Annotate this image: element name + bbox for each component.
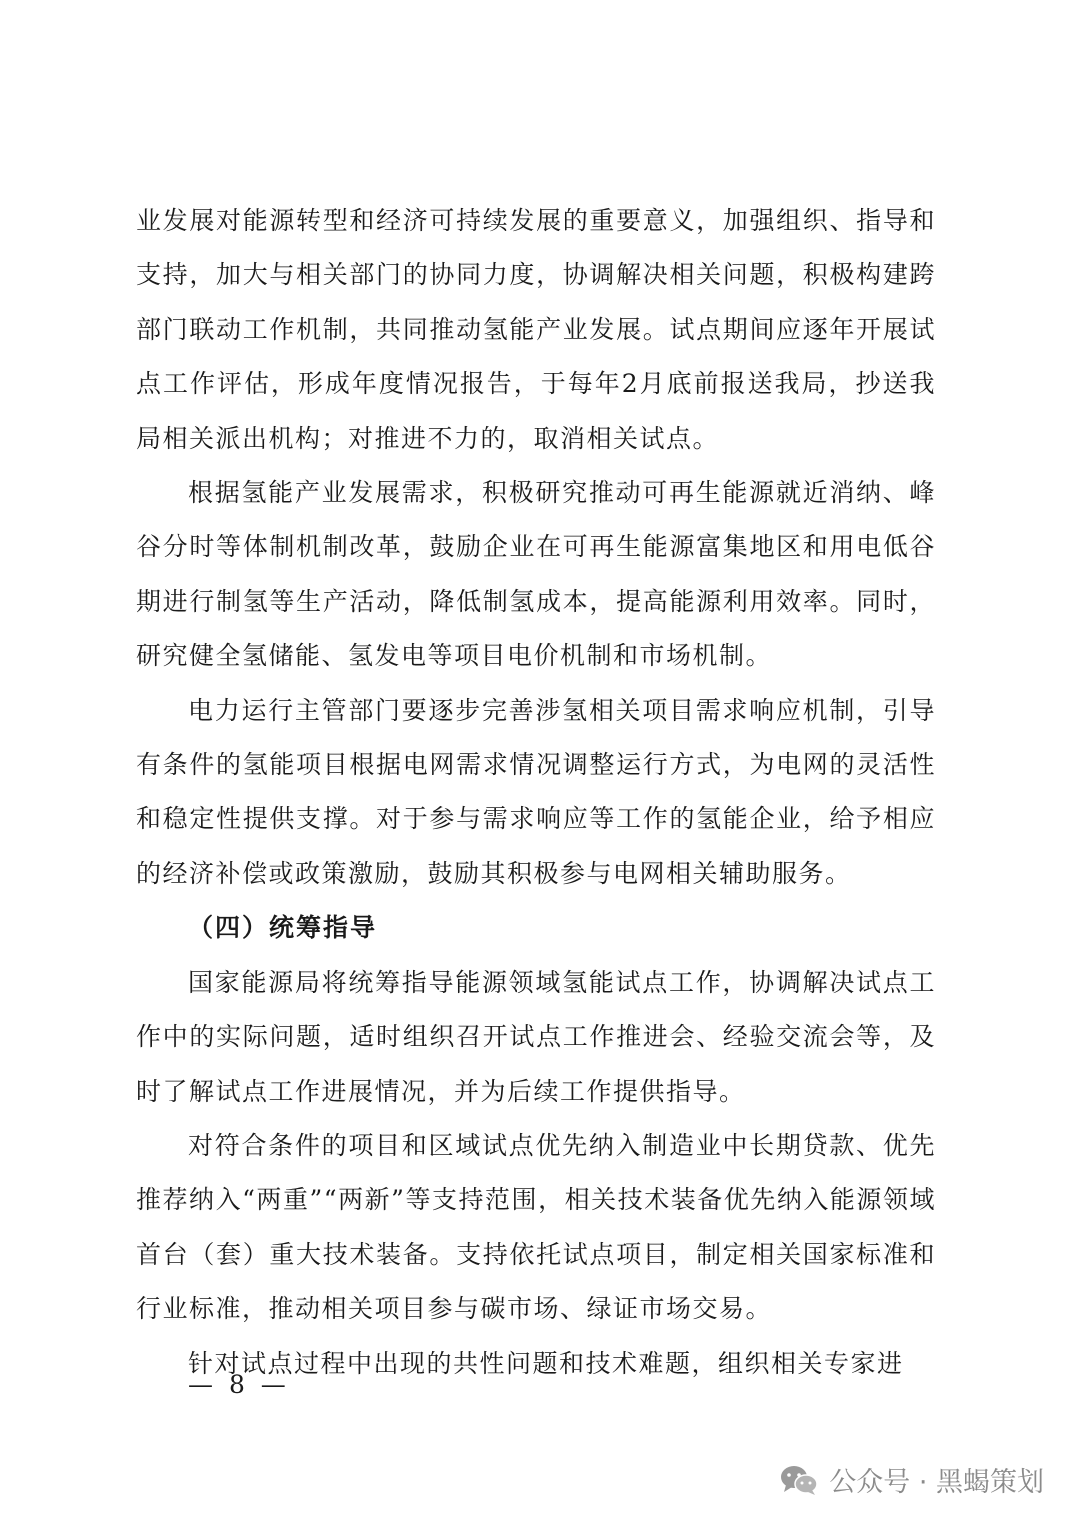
- wechat-watermark: [779, 1460, 1044, 1499]
- paragraph-continuation: 业发展对能源转型和经济可持续发展的重要意义，加强组织、指导和支持，加大与相关部门的协同力度，协调解决相关问题，积极构建跨部门联动工作机制，共同推动氢能产业发展。试点期间应逐年开展试点工作评估，形成年度情况报告，于每年2月底前报送我局，抄送我局相关派出机构；对推进不力的，取消相关试点。: [136, 206, 936, 453]
- page-number: — 8 —: [188, 1370, 290, 1399]
- document-body: [136, 194, 936, 1391]
- paragraph-expert-support: 针对试点过程中出现的共性问题和技术难题，组织相关专家进: [188, 1348, 904, 1378]
- paragraph-demand-response: 电力运行主管部门要逐步完善涉氢相关项目需求响应机制，引导有条件的氢能项目根据电网需求情况调整运行方式，为电网的灵活性和稳定性提供支撑。对于参与需求响应等工作的氢能企业，给予相应的经济补偿或政策激励，鼓励其积极参与电网相关辅助服务。: [136, 695, 936, 888]
- paragraph-coordination: 国家能源局将统筹指导能源领域氢能试点工作，协调解决试点工作中的实际问题，适时组织召开试点工作推进会、经验交流会等，及时了解试点工作进展情况，并为后续工作提供指导。: [136, 967, 936, 1106]
- watermark-text: 公众号 · 黑蝎策划: [829, 1467, 1044, 1498]
- paragraph-electricity-price: 根据氢能产业发展需求，积极研究推动可再生能源就近消纳、峰谷分时等体制机制改革，鼓励企业在可再生能源富集地区和用电低谷期进行制氢等生产活动，降低制氢成本，提高能源利用效率。同时，研究健全氢储能、氢发电等项目电价机制和市场机制。: [136, 478, 936, 671]
- paragraph-support-policy: 对符合条件的项目和区域试点优先纳入制造业中长期贷款、优先推荐纳入“两重”“两新”等支持范围，相关技术装备优先纳入能源领域首台（套）重大技术装备。支持依托试点项目，制定相关国家标准和行业标准，推动相关项目参与碳市场、绿证市场交易。: [136, 1130, 936, 1324]
- section-heading: （四）统筹指导: [188, 913, 378, 943]
- wechat-icon: [779, 1464, 819, 1496]
